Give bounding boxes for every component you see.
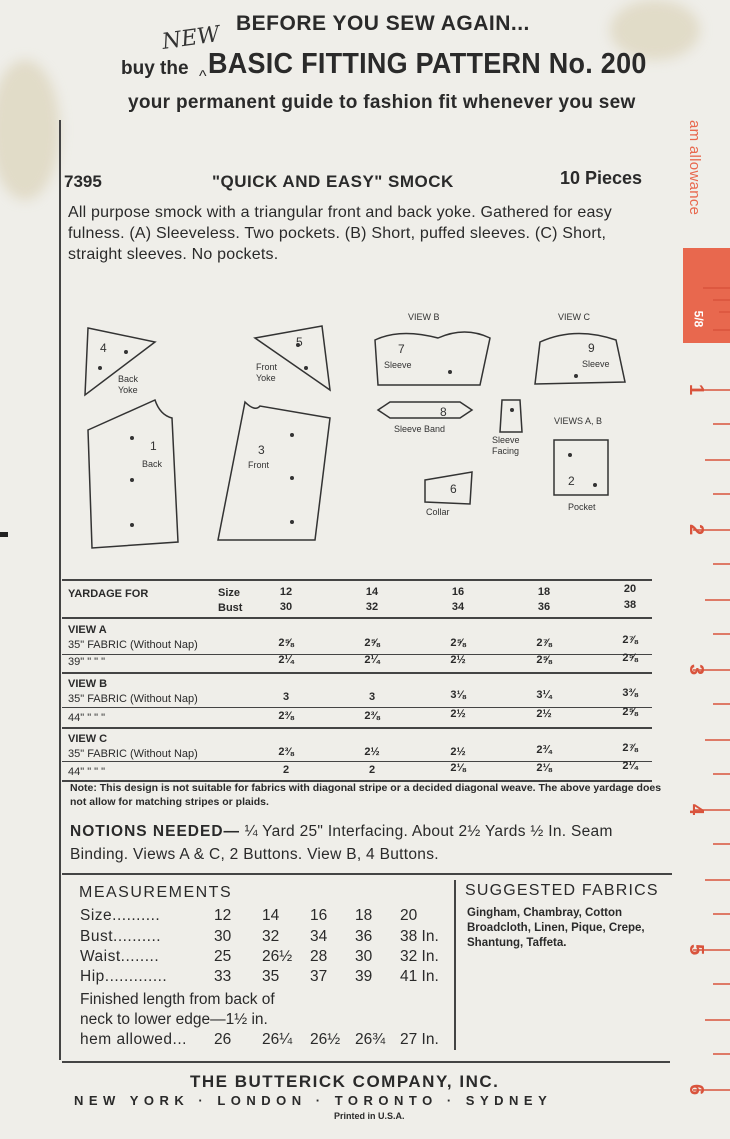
- header-line1: BEFORE YOU SEW AGAIN...: [236, 12, 530, 35]
- yardage-size: 16: [451, 586, 465, 598]
- measurement-value: 28: [310, 948, 328, 965]
- measurement-value: 12: [214, 907, 232, 924]
- yardage-bust: 30: [279, 601, 293, 613]
- yardage-cell: 2½: [450, 708, 466, 720]
- view-b-row1-label: 35" FABRIC (Without Nap): [68, 693, 198, 705]
- yardage-size: 20: [623, 583, 637, 595]
- yardage-cell: 2⅞: [536, 637, 552, 649]
- ruler-mark: 3: [685, 663, 708, 676]
- yardage-cell: 2⅝: [622, 706, 638, 718]
- measurement-value: 33: [214, 968, 232, 985]
- yardage-note: Note: This design is not suitable for fabrics with diagonal stripe or a decided diagonal weave. The above yardage does not allow for matching stripes or plaids.: [70, 782, 662, 808]
- measurement-value: 34: [310, 928, 328, 945]
- piece-label-back-yoke: Back: [118, 374, 139, 384]
- finished-value: 26¼: [262, 1031, 293, 1048]
- yardage-bust: 32: [365, 601, 379, 613]
- notions-text: ¼ Yard 25" Interfacing. About 2½ Yards ½ In. Seam Binding. Views A & C, 2 Buttons. View B, 4 Buttons.: [70, 823, 613, 863]
- piece-label-back-yoke-2: Yoke: [118, 385, 138, 395]
- yardage-size: 12: [279, 586, 293, 598]
- notions-label: NOTIONS NEEDED—: [70, 823, 241, 840]
- notions-needed: [70, 820, 670, 866]
- finished-value: 26: [214, 1031, 232, 1048]
- yardage-size-label: Size: [218, 587, 241, 599]
- measurement-value: 37: [310, 968, 328, 985]
- piece-label-sleeve-facing: Sleeve: [492, 435, 520, 445]
- measurements-title: MEASUREMENTS: [79, 884, 233, 901]
- yardage-cell: 2⅞: [622, 742, 638, 754]
- measurement-label: Bust..........: [80, 928, 162, 945]
- finished-value: 27 In.: [400, 1031, 439, 1048]
- measurement-value: 30: [355, 948, 373, 965]
- sleeve-b-piece: [375, 332, 490, 385]
- piece-label-front: Front: [248, 460, 270, 470]
- yardage-cell: 2½: [536, 708, 552, 720]
- frame-left-line: [59, 120, 61, 1060]
- measurement-value: 14: [262, 907, 280, 924]
- view-c-row2-label: 44" " " ": [68, 766, 106, 778]
- ruler-mark: 6: [685, 1083, 708, 1096]
- piece-label-back: Back: [142, 459, 163, 469]
- finished-value: 26¾: [355, 1031, 386, 1048]
- piece-label-sleeve-facing-2: Facing: [492, 446, 520, 456]
- piece-label-sleeve-c: Sleeve: [582, 359, 610, 369]
- view-b-label: VIEW B: [408, 312, 440, 322]
- piece-num-7: 7: [398, 342, 405, 356]
- yardage-size: 18: [537, 586, 551, 598]
- view-a-row1-label: 35" FABRIC (Without Nap): [68, 639, 198, 651]
- view-c-label: VIEW C: [558, 312, 591, 322]
- ruler-fraction: 5/8: [691, 310, 706, 328]
- ruler-seam-allowance-text: am allowance: [686, 120, 703, 216]
- yardage-cell: 2¼: [622, 760, 638, 772]
- measurement-label: Waist........: [80, 948, 160, 965]
- views-ab-label: VIEWS A, B: [554, 416, 603, 426]
- edge-mark: [0, 532, 8, 537]
- handwritten-new: NEW: [160, 22, 222, 55]
- piece-num-9: 9: [588, 341, 595, 355]
- yardage-cell: 2¼: [278, 654, 294, 666]
- yardage-cell: 3: [368, 691, 376, 703]
- company-cities: NEW YORK · LONDON · TORONTO · SYDNEY: [74, 1093, 553, 1108]
- finished-line2: neck to lower edge—1½ in.: [80, 1011, 268, 1028]
- ruler-mark: 5: [685, 943, 708, 956]
- yardage-cell: 2½: [450, 654, 466, 666]
- yardage-cell: 2⅜: [278, 710, 294, 722]
- yardage-cell: 3¼: [536, 689, 552, 701]
- yardage-bust-label: Bust: [218, 602, 243, 614]
- yardage-rule: [62, 617, 652, 619]
- yardage-cell: 2⅝: [450, 637, 466, 649]
- piece-num-3: 3: [258, 443, 265, 457]
- ruler-mark: 2: [685, 523, 708, 536]
- yardage-bust: 38: [623, 599, 637, 611]
- suggested-fabrics-title: SUGGESTED FABRICS: [465, 882, 659, 899]
- header-line3: your permanent guide to fashion fit whenever you sew: [128, 92, 636, 113]
- piece-num-6: 6: [450, 482, 457, 496]
- yardage-cell: 2⅝: [536, 654, 552, 666]
- yardage-cell: 2: [282, 764, 290, 776]
- yardage-header: YARDAGE FOR: [68, 588, 149, 600]
- pattern-title: "QUICK AND EASY" SMOCK: [212, 172, 454, 191]
- piece-num-2: 2: [568, 474, 575, 488]
- piece-label-sleeve-band: Sleeve Band: [394, 424, 446, 434]
- piece-num-8: 8: [440, 405, 447, 419]
- measurement-value: 41 In.: [400, 968, 439, 985]
- front-piece: [218, 402, 330, 540]
- piece-num-4: 4: [100, 341, 107, 355]
- yardage-top-rule: [62, 579, 652, 581]
- yardage-cell: 2⅜: [364, 710, 380, 722]
- finished-length: [80, 990, 275, 1030]
- piece-label-collar: Collar: [426, 507, 450, 517]
- piece-num-1: 1: [150, 439, 157, 453]
- yardage-cell: 3⅛: [450, 689, 466, 701]
- collar-piece: [425, 472, 472, 504]
- ruler-ticks: [683, 248, 730, 1108]
- measurement-value: 18: [355, 907, 373, 924]
- yardage-bust: 36: [537, 601, 551, 613]
- yardage-cell: 2⅛: [450, 762, 466, 774]
- sleeve-facing-piece: [500, 400, 522, 432]
- yardage-cell: 2⅛: [536, 762, 552, 774]
- yardage-bust: 34: [451, 601, 465, 613]
- yardage-cell: 2¼: [364, 654, 380, 666]
- piece-label-sleeve-b: Sleeve: [384, 360, 412, 370]
- measurement-label: Size..........: [80, 907, 161, 924]
- piece-num-5: 5: [296, 335, 303, 349]
- piece-label-front-yoke: Front: [256, 362, 278, 372]
- finished-line3-label: hem allowed...: [80, 1031, 187, 1048]
- measurement-label: Hip.............: [80, 968, 168, 985]
- measurement-value: 30: [214, 928, 232, 945]
- yardage-cell: 2⅜: [278, 746, 294, 758]
- measurement-value: 32 In.: [400, 948, 439, 965]
- yardage-cell: 3: [282, 691, 290, 703]
- yardage-cell: 2¾: [536, 744, 552, 756]
- yardage-rule: [62, 727, 652, 729]
- footer-rule: [62, 1061, 670, 1063]
- ruler-mark: 1: [685, 383, 708, 396]
- sleeve-c-piece: [535, 333, 625, 384]
- yardage-cell: 2⅝: [622, 652, 638, 664]
- measurement-value: 38 In.: [400, 928, 439, 945]
- yardage-cell: 2⅝: [278, 637, 294, 649]
- yardage-cell: 2½: [450, 746, 466, 758]
- measurement-value: 26½: [262, 948, 293, 965]
- pocket-piece: [554, 440, 608, 495]
- pattern-pieces-diagram: [60, 290, 660, 560]
- measurement-value: 35: [262, 968, 280, 985]
- measurement-value: 36: [355, 928, 373, 945]
- piece-label-front-yoke-2: Yoke: [256, 373, 276, 383]
- suggested-fabrics-text: Gingham, Chambray, Cotton Broadcloth, Linen, Pique, Crepe, Shantung, Taffeta.: [467, 907, 645, 949]
- handwritten-caret: ^: [199, 68, 207, 85]
- yardage-size: 14: [365, 586, 379, 598]
- header-line2-prefix: buy the: [121, 58, 189, 79]
- ruler-mark: 4: [685, 803, 708, 816]
- paper-stain: [0, 60, 60, 200]
- notions-bottom-rule: [62, 873, 672, 875]
- section-divider: [454, 880, 456, 1050]
- yardage-cell: 2⅞: [622, 634, 638, 646]
- view-a-row2-label: 39" " " ": [68, 656, 106, 668]
- view-a-label: VIEW A: [68, 624, 107, 636]
- company-name: THE BUTTERICK COMPANY, INC.: [190, 1072, 500, 1091]
- yardage-cell: 2½: [364, 746, 380, 758]
- measurement-value: 20: [400, 907, 418, 924]
- measurement-value: 25: [214, 948, 232, 965]
- view-b-yardage-label: VIEW B: [68, 678, 108, 690]
- printed-in: Printed in U.S.A.: [334, 1111, 405, 1121]
- sleeve-band-piece: [378, 402, 472, 418]
- header-line2-main: BASIC FITTING PATTERN No. 200: [208, 48, 647, 80]
- pattern-number: 7395: [64, 172, 102, 191]
- finished-value: 26½: [310, 1031, 341, 1048]
- view-c-row1-label: 35" FABRIC (Without Nap): [68, 748, 198, 760]
- view-c-yardage-label: VIEW C: [68, 733, 108, 745]
- finished-line1: Finished length from back of: [80, 991, 275, 1008]
- yardage-cell: 2: [368, 764, 376, 776]
- measurement-value: 39: [355, 968, 373, 985]
- yardage-cell: 2⅝: [364, 637, 380, 649]
- pattern-description: All purpose smock with a triangular front and back yoke. Gathered for easy fulness. (A) Sleeveless. Two pockets. (B) Short, puffed sleeves. (C) Short, straight sleeves. No pockets.: [68, 204, 612, 263]
- measurement-value: 32: [262, 928, 280, 945]
- yardage-cell: 3⅜: [622, 687, 638, 699]
- pattern-pieces: 10 Pieces: [560, 168, 643, 188]
- piece-label-pocket: Pocket: [568, 502, 596, 512]
- measurement-value: 16: [310, 907, 328, 924]
- yardage-rule: [62, 672, 652, 674]
- view-b-row2-label: 44" " " ": [68, 712, 106, 724]
